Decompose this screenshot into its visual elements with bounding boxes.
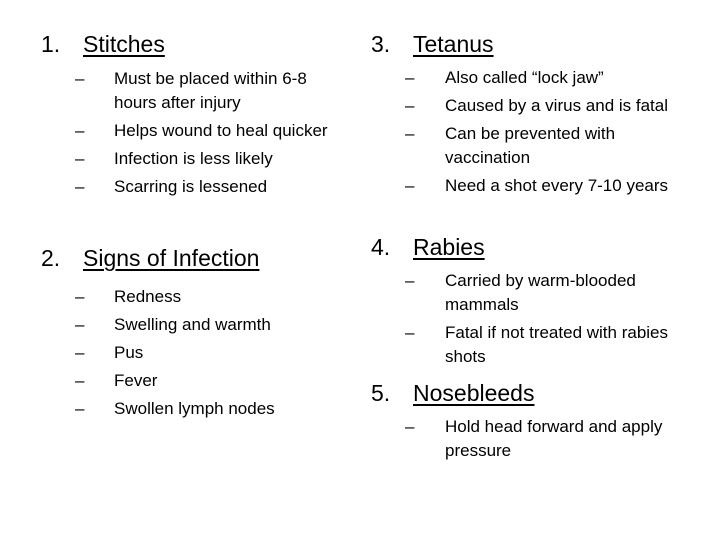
dash-bullet: – xyxy=(75,287,85,306)
section-heading xyxy=(41,244,354,272)
list-item xyxy=(371,66,685,90)
section-number: 1. xyxy=(41,31,61,57)
dash-bullet: – xyxy=(405,124,415,143)
section-title: Nosebleeds xyxy=(413,380,535,406)
section-heading xyxy=(371,379,685,407)
section-number: 2. xyxy=(41,245,61,271)
section-rabies xyxy=(371,233,685,369)
section-title: Tetanus xyxy=(413,31,494,57)
dash-bullet: – xyxy=(75,177,85,196)
dash-bullet: – xyxy=(75,315,85,334)
list-item xyxy=(371,321,685,369)
list-item xyxy=(371,94,685,118)
section-heading xyxy=(371,233,685,261)
dash-bullet: – xyxy=(405,68,415,87)
list-item xyxy=(41,147,354,171)
list-item-text: Redness xyxy=(114,287,182,306)
list-item-text: Infection is less likely xyxy=(114,149,273,168)
dash-bullet: – xyxy=(405,176,415,195)
list-item xyxy=(371,415,685,463)
dash-bullet: – xyxy=(405,323,415,342)
list-item-text: Pus xyxy=(114,343,144,362)
list-item-text: Carried by warm-blooded mammals xyxy=(445,271,636,314)
section-heading xyxy=(371,30,685,58)
list-item-text: Swollen lymph nodes xyxy=(114,399,275,418)
bullet-list xyxy=(371,66,685,198)
dash-bullet: – xyxy=(75,69,85,88)
dash-bullet: – xyxy=(75,121,85,140)
list-item-text: Must be placed within 6-8 hours after injury xyxy=(114,69,307,112)
list-item xyxy=(371,269,685,317)
section-title: Signs of Infection xyxy=(83,245,260,271)
dash-bullet: – xyxy=(75,371,85,390)
section-nosebleeds xyxy=(371,379,685,463)
list-item xyxy=(41,175,354,199)
list-item xyxy=(41,119,354,143)
section-title: Stitches xyxy=(83,31,165,57)
list-item-text: Also called “lock jaw” xyxy=(445,68,604,87)
list-item-text: Can be prevented with vaccination xyxy=(445,124,616,167)
list-item-text: Fever xyxy=(114,371,158,390)
dash-bullet: – xyxy=(75,149,85,168)
list-item-text: Scarring is lessened xyxy=(114,177,268,196)
section-heading xyxy=(41,30,354,58)
dash-bullet: – xyxy=(75,399,85,418)
list-item xyxy=(371,122,685,170)
list-item-text: Swelling and warmth xyxy=(114,315,271,334)
section-title: Rabies xyxy=(413,234,485,260)
section-number: 4. xyxy=(371,234,391,260)
list-item xyxy=(41,67,354,115)
list-item xyxy=(41,369,354,393)
bullet-list xyxy=(371,269,685,369)
list-item xyxy=(41,285,354,309)
section-signs-of-infection xyxy=(41,244,354,421)
bullet-list xyxy=(41,285,354,421)
list-item-text: Fatal if not treated with rabies shots xyxy=(445,323,669,366)
list-item xyxy=(41,397,354,421)
dash-bullet: – xyxy=(405,271,415,290)
list-item-text: Caused by a virus and is fatal xyxy=(445,96,669,115)
list-item xyxy=(41,341,354,365)
list-item-text: Hold head forward and apply pressure xyxy=(445,417,663,460)
bullet-list xyxy=(41,67,354,199)
list-item-text: Need a shot every 7-10 years xyxy=(445,176,669,195)
bullet-list xyxy=(371,415,685,463)
dash-bullet: – xyxy=(405,417,415,436)
section-number: 5. xyxy=(371,380,391,406)
list-item xyxy=(41,313,354,337)
dash-bullet: – xyxy=(75,343,85,362)
dash-bullet: – xyxy=(405,96,415,115)
section-number: 3. xyxy=(371,31,391,57)
list-item-text: Helps wound to heal quicker xyxy=(114,121,328,140)
list-item xyxy=(371,174,685,198)
section-stitches xyxy=(41,30,354,199)
section-tetanus xyxy=(371,30,685,198)
